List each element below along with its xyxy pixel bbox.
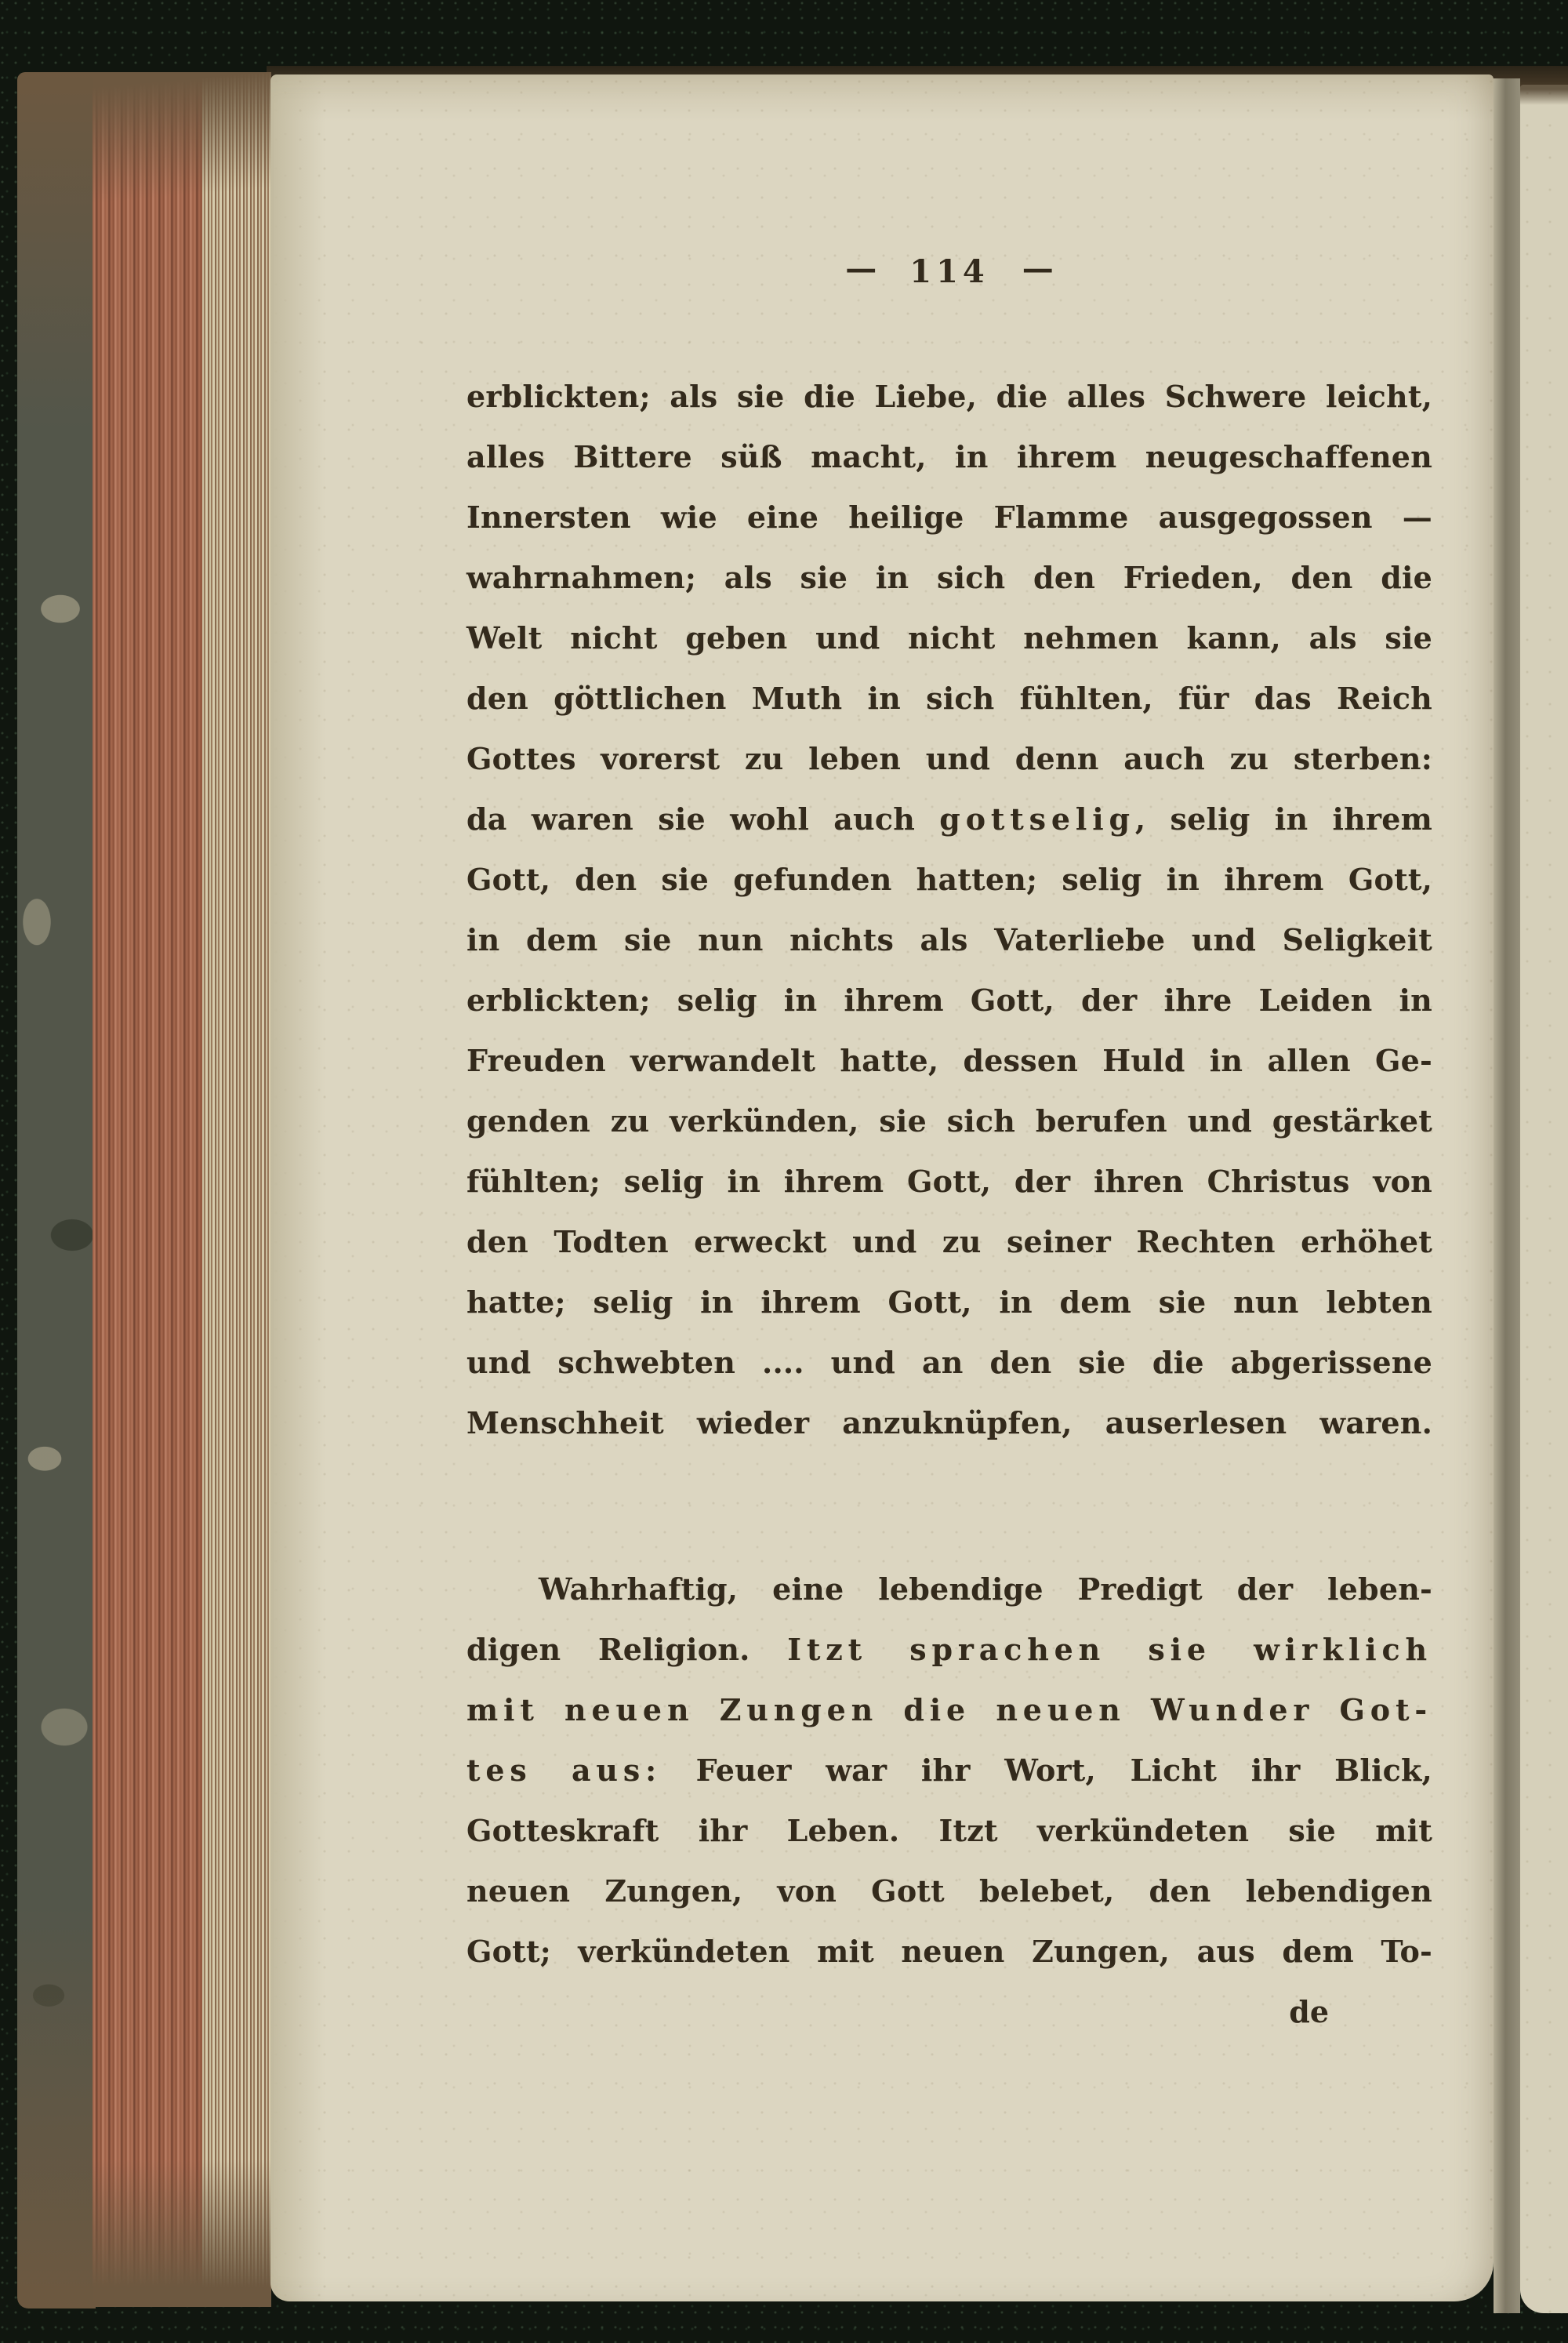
text-line — [466, 1091, 1432, 1151]
text-segment: digen Religion. — [466, 1632, 788, 1667]
text-segment: erblickten; selig in ihrem Gott, der ihre Leiden in — [466, 983, 1432, 1018]
text-segment: Freuden verwandelt hatte, dessen Huld in allen Ge- — [466, 1043, 1432, 1078]
text-line — [466, 728, 1432, 789]
text-line — [466, 1800, 1432, 1861]
text-segment: wahrnahmen; als sie in sich den Frieden, den die — [466, 560, 1432, 595]
facing-page-edge — [1520, 85, 1568, 2313]
text-line — [466, 1030, 1432, 1091]
page-fore-edges-inner — [202, 72, 271, 2304]
text-line — [466, 1619, 1432, 1680]
text-line — [466, 910, 1432, 970]
binding-gutter-shadow — [1494, 78, 1520, 2313]
paragraph — [466, 366, 1432, 1453]
text-segment: hatte; selig in ihrem Gott, in dem sie nun lebten — [466, 1284, 1432, 1320]
text-segment: , selig in ihrem — [1134, 801, 1432, 837]
text-line — [466, 547, 1432, 608]
text-line — [466, 366, 1432, 427]
header-dash-left: — — [845, 250, 877, 287]
letterspaced-text: mit neuen Zungen die neuen Wunder Got- — [466, 1692, 1432, 1727]
text-segment: den Todten erweckt und zu seiner Rechten erhöhet — [466, 1224, 1432, 1259]
text-line — [466, 1559, 1432, 1619]
text-segment: Welt nicht geben und nicht nehmen kann, als sie — [466, 620, 1432, 656]
text-segment: Gotteskraft ihr Leben. Itzt verkündeten sie mit — [466, 1813, 1432, 1848]
text-line — [466, 1151, 1432, 1211]
catchword-row — [466, 1982, 1432, 2042]
text-segment: fühlten; selig in ihrem Gott, der ihren Christus von — [466, 1164, 1432, 1199]
text-line — [466, 1680, 1432, 1740]
text-segment: Menschheit wieder anzuknüpfen, auserlesen waren. — [466, 1405, 1432, 1440]
letterspaced-text: gottselig — [939, 801, 1135, 837]
letterspaced-text: Itzt sprachen sie wirklich — [787, 1632, 1432, 1667]
text-line — [466, 849, 1432, 910]
page-number: 114 — [909, 253, 989, 290]
text-line — [466, 1272, 1432, 1332]
text-segment: Feuer war ihr Wort, Licht ihr Blick, — [661, 1753, 1432, 1788]
text-line — [466, 1211, 1432, 1272]
text-line — [466, 1861, 1432, 1921]
text-segment: Innersten wie eine heilige Flamme ausgegossen — — [466, 499, 1432, 535]
text-line — [466, 970, 1432, 1030]
text-line — [466, 1921, 1432, 1982]
cover-corner-bottom — [93, 2109, 271, 2307]
cover-corner-top — [93, 72, 271, 245]
text-line — [466, 487, 1432, 547]
text-line — [466, 608, 1432, 668]
text-block — [466, 366, 1432, 2042]
marbled-book-cover — [17, 72, 96, 2308]
text-segment: Wahrhaftig, eine lebendige Predigt der leben- — [539, 1571, 1432, 1607]
text-segment: genden zu verkünden, sie sich berufen und gestärket — [466, 1103, 1432, 1139]
text-segment: da waren sie wohl auch — [466, 801, 940, 837]
text-segment: in dem sie nun nichts als Vaterliebe und Seligkeit — [466, 922, 1432, 957]
header-dash-right: — — [1022, 250, 1054, 287]
text-line — [466, 1740, 1432, 1800]
text-segment: Gottes vorerst zu leben und denn auch zu sterben: — [466, 741, 1432, 776]
text-segment: Gott, den sie gefunden hatten; selig in ihrem Gott, — [466, 862, 1432, 897]
text-segment: erblickten; als sie die Liebe, die alles Schwere leicht, — [466, 379, 1432, 414]
text-line — [466, 1332, 1432, 1393]
page-header — [466, 250, 1432, 290]
catchword: de — [1289, 1994, 1329, 2029]
text-segment: alles Bittere süß macht, in ihrem neugeschaffenen — [466, 439, 1432, 474]
page-fore-edges — [93, 72, 202, 2304]
book-page — [270, 74, 1494, 2301]
text-line — [466, 1393, 1432, 1453]
text-segment: den göttlichen Muth in sich fühlten, für das Reich — [466, 681, 1432, 716]
text-segment: und schwebten .... und an den sie die abgerissene — [466, 1345, 1432, 1380]
text-segment: Gott; verkündeten mit neuen Zungen, aus dem To- — [466, 1934, 1432, 1969]
letterspaced-text: tes aus: — [466, 1753, 662, 1788]
text-line — [466, 789, 1432, 849]
paragraph — [466, 1559, 1432, 1982]
text-line — [466, 427, 1432, 487]
text-segment: neuen Zungen, von Gott belebet, den lebendigen — [466, 1873, 1432, 1909]
text-line — [466, 668, 1432, 728]
